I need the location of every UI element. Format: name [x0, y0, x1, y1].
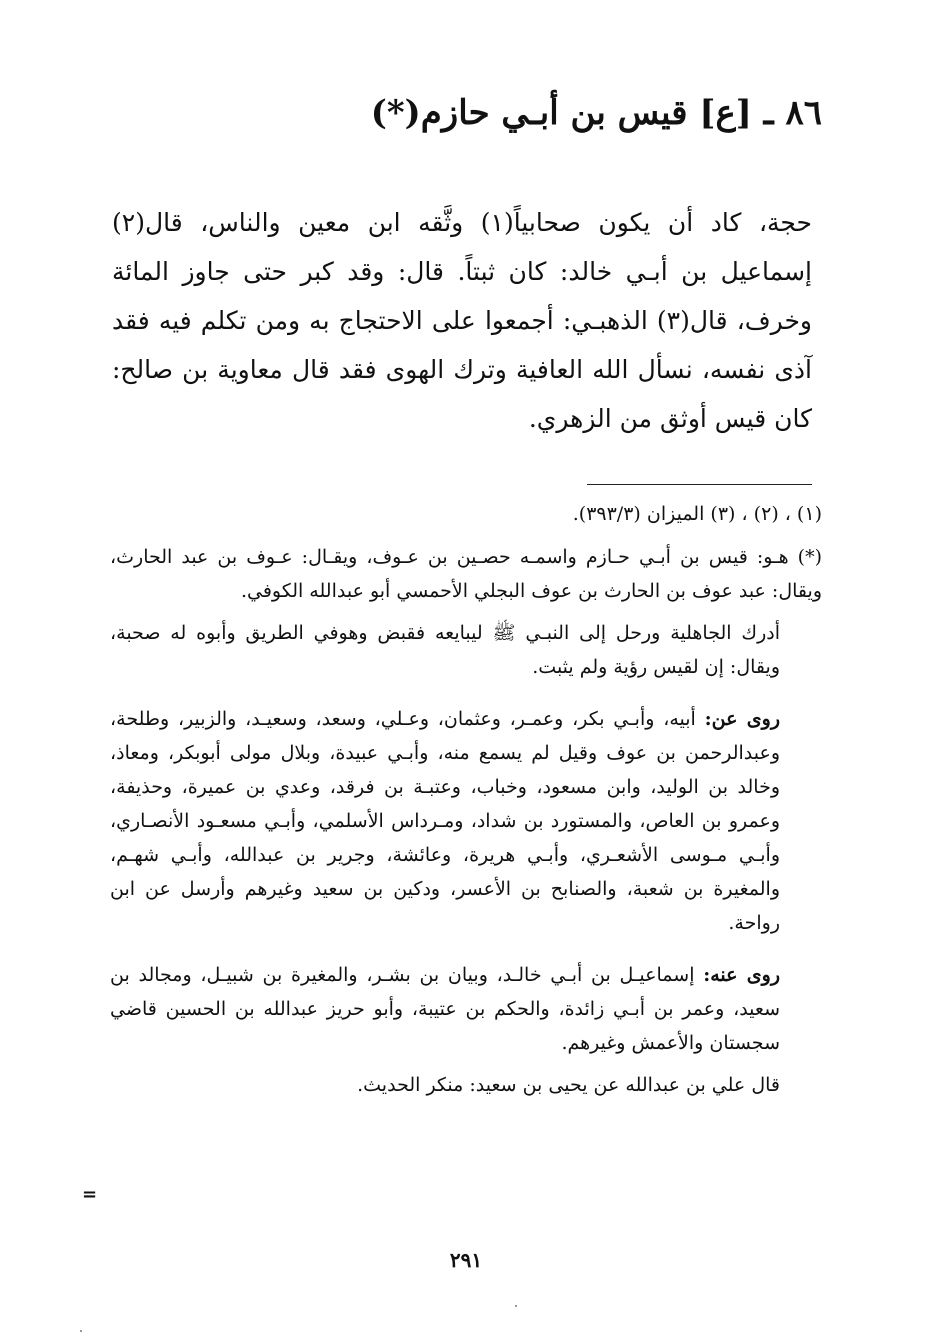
entry-title: ٨٦ ـ [ع] قيس بن أبـي حازم(*): [370, 93, 822, 133]
main-paragraph: حجة، كاد أن يكون صحابياً(١) وثَّقه ابن معين والناس، قال(٢) إسماعيل بن أبـي خالد: كان ثبتاً. قال: وقد كبر حتى جاوز المائة وخرف، قال(٣) الذهبـي: أجمعوا على الاحتجاج به ومن تكلم فيه فقد آذى نفسه، نسأل الله العافية وترك الهوى فقد قال معاوية بن صالح: كان قيس أوثق من الزهري.: [112, 208, 813, 433]
note-narrated-by: [110, 958, 822, 1060]
narrated-from-label: روى عن:: [704, 708, 780, 730]
scan-speck: [80, 1330, 82, 1332]
note-biography: أدرك الجاهلية ورحل إلى النبـي ﷺ ليبايعه فقبض وهوفي الطريق وأبوه له صحبة، ويقال: إن لقيس رؤية ولم يثبت.: [110, 622, 780, 678]
note-identity: (*) هـو: قيس بن أبـي حـازم واسمـه حصـين بن عـوف، ويقـال: عـوف بن عبد الحارث، ويقال: عبد عوف بن الحارث بن عوف البجلي الأحمسي أبو عبدالله الكوفي.: [110, 546, 822, 602]
footnote-separator: [587, 484, 812, 485]
footnote-references: (١) ، (٢) ، (٣) الميزان (٣٩٣/٣).: [572, 503, 822, 525]
note-narrated-from: [110, 702, 822, 940]
biography-note: [110, 540, 822, 1102]
narrated-from-text: أبيه، وأبـي بكر، وعمـر، وعثمان، وعـلي، وسعد، وسعيـد، والزبير، وطلحة، وعبدالرحمن بن عوف وقيل لم يسمع منه، وأبـي عبيدة، وبلال مولى أبوبكر، ومعاذ، وخالد بن الوليد، وابن مسعود، وخباب، وعتبـة بن فرقد، وعدي بن عميرة، وحذيفة، وعمرو بن العاص، والمستورد بن شداد، ومـرداس الأسلمي، وأبـي مسعـود الأنصـاري، وأبـي مـوسى الأشعـري، وأبـي هريرة، وعائشة، وجرير بن عبدالله، وأبـي شهـم، والمغيرة بن شعبة، والصنابح بن الأعسر، ودكين بن سعيد وغيرهم وأرسل عن ابن رواحة.: [110, 708, 780, 934]
narrated-by-label: روى عنه:: [703, 964, 780, 986]
note-final-statement: قال علي بن عبدالله عن يحيى بن سعيد: منكر الحديث.: [357, 1074, 780, 1096]
continuation-mark: =: [82, 1184, 98, 1205]
scan-speck: [515, 1305, 517, 1307]
narrated-by-text: إسماعيـل بن أبـي خالـد، وبيان بن بشـر، والمغيرة بن شبيـل، ومجالد بن سعيد، وعمر بن أبـي زائدة، والحكم بن عتيبة، وأبو حريز عبدالله بن الحسين قاضي سجستان والأعمش وغيرهم.: [110, 964, 780, 1054]
main-text: [112, 198, 812, 443]
page-number: ٢٩١: [449, 1248, 483, 1272]
